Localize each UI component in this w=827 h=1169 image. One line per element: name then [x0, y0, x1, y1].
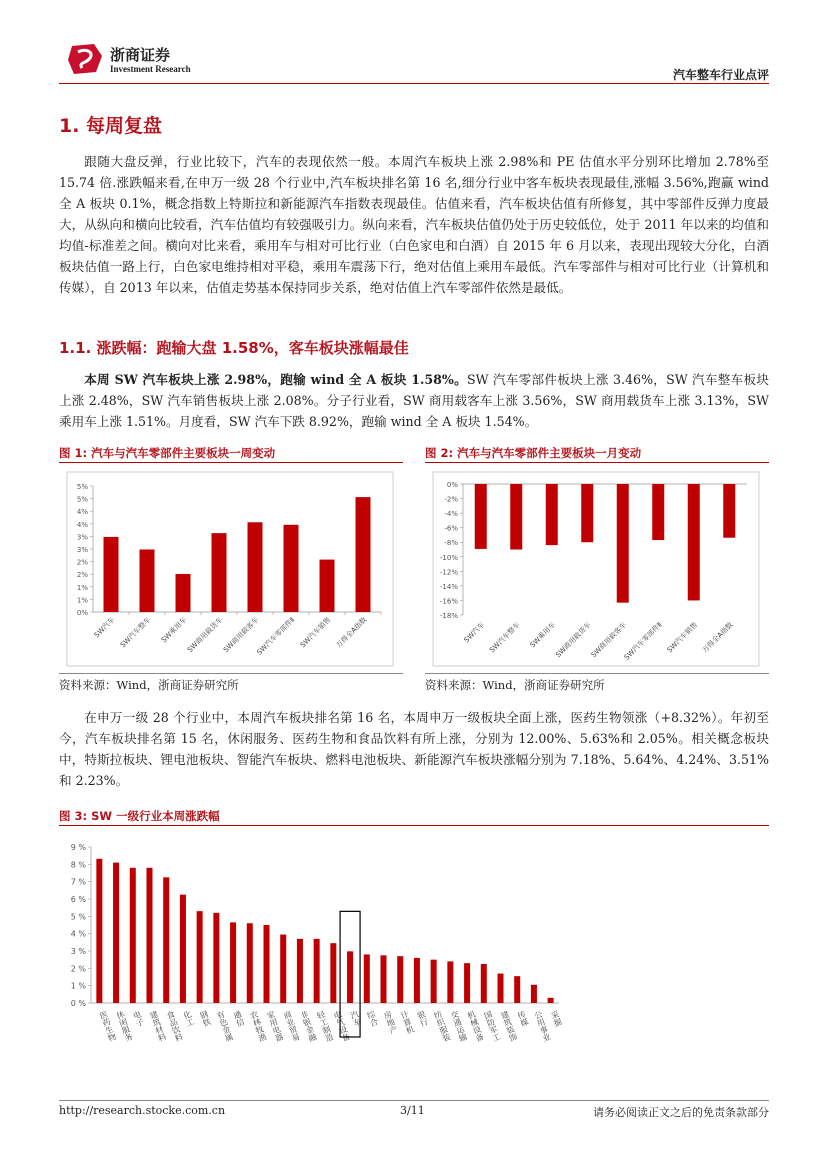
- x-tick-label: 万得全A指数: [700, 620, 735, 655]
- bar: [510, 484, 522, 550]
- figure-3-rule: [59, 825, 769, 826]
- x-tick-label: 非银金融: [298, 1009, 319, 1043]
- x-tick-label: 通信: [231, 1009, 246, 1028]
- bar: [264, 925, 270, 1003]
- bar: [431, 960, 437, 1003]
- x-tick-label: SW汽车零部件Ⅱ: [255, 615, 297, 657]
- x-tick-label: 电气设备: [332, 1009, 352, 1043]
- bar: [113, 863, 119, 1003]
- y-tick-label: -8%: [444, 539, 458, 548]
- bar: [498, 974, 504, 1003]
- bar: [280, 935, 286, 1003]
- bar: [397, 956, 403, 1003]
- bar: [176, 574, 191, 612]
- footer-disclaimer: 请务必阅读正文之后的免责条款部分: [593, 1106, 769, 1119]
- industry-paragraph: [59, 707, 769, 791]
- x-tick-label: SW乘用车: [528, 620, 558, 650]
- chart-monthly-change: [425, 470, 769, 670]
- bar: [314, 939, 320, 1003]
- x-tick-label: SW汽车销售: [298, 615, 333, 650]
- bar: [514, 976, 520, 1003]
- y-tick-label: 1 %: [70, 981, 86, 991]
- y-tick-label: 4%: [76, 508, 88, 517]
- x-tick-label: SW商用载客车: [589, 620, 629, 660]
- bar: [381, 955, 387, 1003]
- x-tick-label: SW汽车整车: [488, 620, 522, 655]
- report-type: 汽车整车行业点评: [672, 68, 769, 82]
- y-tick-label: -10%: [439, 553, 458, 562]
- x-tick-label: 家用电器: [265, 1009, 285, 1043]
- y-tick-label: 4%: [76, 520, 88, 529]
- bar: [546, 484, 558, 545]
- x-tick-label: 综合: [365, 1009, 380, 1028]
- x-tick-label: 公用事业: [532, 1009, 553, 1043]
- bar: [475, 484, 487, 549]
- section-title: 1. 每周复盘: [59, 115, 163, 137]
- x-tick-label: 轻工制造: [315, 1009, 335, 1043]
- bar: [284, 525, 299, 612]
- y-tick-label: 9 %: [70, 843, 86, 852]
- bar: [531, 985, 537, 1003]
- figure-1-source-rule: [59, 673, 403, 674]
- bar: [330, 943, 336, 1003]
- x-tick-label: SW乘用车: [159, 615, 189, 645]
- company-logo: [66, 42, 104, 76]
- x-tick-label: 纺织服装: [432, 1009, 452, 1043]
- bar: [247, 923, 253, 1003]
- bar: [447, 961, 453, 1003]
- figure-2-rule: [425, 462, 769, 463]
- x-tick-label: 汽车: [348, 1009, 363, 1028]
- y-tick-label: 7 %: [70, 877, 86, 887]
- chart-sw-industry-weekly: [59, 835, 579, 1065]
- x-tick-label: 计算机: [398, 1009, 416, 1036]
- y-tick-label: 1%: [76, 583, 88, 592]
- x-tick-label: 建筑装饰: [499, 1009, 519, 1043]
- y-tick-label: 5 %: [70, 912, 86, 922]
- y-tick-label: 3 %: [70, 947, 86, 956]
- x-tick-label: 万得全A指数: [334, 615, 369, 650]
- y-tick-label: 0%: [76, 609, 88, 617]
- figure-1-source: 资料来源：Wind，浙商证券研究所: [59, 678, 239, 692]
- y-tick-label: -16%: [439, 597, 458, 606]
- y-tick-label: 5%: [76, 483, 88, 491]
- footer-rule: [59, 1100, 769, 1101]
- chart-weekly-change: [59, 470, 403, 670]
- bar: [248, 522, 263, 612]
- x-tick-label: 机械设备: [465, 1009, 486, 1043]
- bar: [197, 911, 203, 1003]
- bar: [180, 895, 186, 1003]
- y-tick-label: 3%: [76, 546, 88, 554]
- x-tick-label: 传媒: [515, 1009, 530, 1028]
- figure-1-title: 图 1: 汽车与汽车零部件主要板块一周变动: [59, 446, 276, 460]
- bar: [548, 998, 554, 1003]
- paragraph-text: 在申万一级 28 个行业中，本周汽车板块排名第 16 名，本周申万一级板块全面上涨，医药生物领涨（+8.32%）。年初至今，汽车板块排名第 15 名，休闲服务、医药生物和食品饮料有所上涨，分别为 12.00%、5.63%和 2.05%。相关概念板块中，特斯拉板块、锂电池板块、智能汽车板块、燃料电池板块、新能源汽车板块涨幅分别为 7.18%、5.64%、4.24%、3.51%和 2.23%。: [59, 710, 769, 788]
- x-tick-label: 食品饮料: [164, 1009, 185, 1043]
- x-tick-label: 电子: [131, 1009, 146, 1028]
- y-tick-label: 8 %: [70, 860, 86, 870]
- x-tick-label: 医药生物: [98, 1009, 118, 1043]
- x-tick-label: 交通运输: [449, 1009, 469, 1043]
- x-tick-label: SW商用载货车: [185, 615, 225, 655]
- x-tick-label: SW商用载客车: [221, 615, 261, 655]
- y-tick-label: 4 %: [70, 929, 86, 939]
- subsection-lead: [59, 369, 769, 432]
- bar: [147, 868, 153, 1003]
- x-tick-label: 银行: [415, 1009, 430, 1028]
- y-tick-label: 2%: [76, 571, 88, 580]
- paragraph-text: 跟随大盘反弹，行业比较下，汽车的表现依然一般。本周汽车板块上涨 2.98%和 PE 估值水平分别环比增加 2.78%至 15.74 倍.涨跌幅来看,在申万一级 28 个行业中,汽车板块排名第 16 名,细分行业中客车板块表现最佳,涨幅 3.56%,跑赢 wind 全 A 板块 0.1%，概念指数上特斯拉和新能源汽车指数表现最佳。估值来看，汽车板块估值有所修复，其中零部件反弹力度最大，从纵向和横向比较看，汽车估值均有较强吸引力。纵向来看，汽车板块估值仍处于历史较低位，处于 2011 年以来的均值和均值-标准差之间。横向对比来看，乘用车与相对可比行业（白色家电和白酒）自 2015 年 6 月以来，表现出现较大分化，白酒板块估值一路上行，白色家电维持相对平稳，乘用车震荡下行，绝对估值上乘用车最低。汽车零部件与相对可比行业（计算机和传媒），自 2013 年以来，估值走势基本保持同步关系，绝对估值上汽车零部件依然是最低。: [59, 154, 769, 295]
- bar: [414, 958, 420, 1003]
- bar: [130, 868, 136, 1003]
- y-tick-label: -2%: [444, 495, 458, 504]
- bar: [297, 939, 303, 1003]
- bar: [364, 954, 370, 1003]
- header-rule: [59, 83, 769, 84]
- x-tick-label: 房地产: [382, 1009, 399, 1036]
- bar: [356, 497, 371, 612]
- y-tick-label: 1%: [76, 596, 88, 605]
- x-tick-label: SW汽车: [462, 620, 487, 645]
- bar: [96, 859, 102, 1003]
- y-tick-label: -14%: [439, 582, 458, 591]
- subsection-title: 1.1. 涨跌幅：跑输大盘 1.58%，客车板块涨幅最佳: [59, 339, 409, 357]
- bar: [581, 484, 593, 542]
- figure-2-source-rule: [425, 673, 769, 674]
- y-tick-label: 3%: [76, 533, 88, 542]
- bar: [481, 964, 487, 1003]
- footer-url[interactable]: http://research.stocke.com.cn: [59, 1104, 226, 1117]
- bar: [723, 484, 735, 538]
- x-tick-label: SW汽车: [92, 615, 117, 640]
- bar: [213, 913, 219, 1003]
- x-tick-label: 建筑材料: [148, 1009, 168, 1043]
- bar: [140, 550, 155, 612]
- company-name-en: Investment Research: [110, 64, 191, 74]
- x-tick-label: 钢铁: [198, 1009, 213, 1028]
- lead-text: SW 汽车零部件板块上涨 3.46%，SW 汽车整车板块上涨 2.48%，SW 汽车销售板块上涨 2.08%。分子行业看，SW 商用载客车上涨 3.56%，SW 商用载货车上涨 3.13%，SW 乘用车上涨 1.51%。月度看，SW 汽车下跌 8.92%，跑输 wind 全 A 板块 1.54%。: [59, 372, 769, 429]
- y-tick-label: 2%: [76, 558, 88, 567]
- bar: [347, 951, 353, 1003]
- y-tick-label: -4%: [444, 510, 458, 519]
- y-tick-label: 0 %: [70, 999, 86, 1008]
- bar: [617, 484, 629, 603]
- bar: [652, 484, 664, 540]
- y-tick-label: 2 %: [70, 964, 86, 974]
- bar: [163, 877, 169, 1003]
- bar: [320, 560, 335, 612]
- x-tick-label: SW汽车整车: [118, 615, 153, 650]
- y-tick-label: 0%: [446, 481, 458, 489]
- bar: [464, 963, 470, 1003]
- lead-bold: 本周 SW 汽车板块上涨 2.98%，跑输 wind 全 A 板块 1.58%。: [84, 372, 468, 387]
- x-tick-label: 休闲服务: [114, 1009, 135, 1043]
- x-tick-label: 化工: [181, 1009, 196, 1028]
- x-tick-label: SW汽车销售: [665, 620, 700, 655]
- y-tick-label: -6%: [444, 524, 458, 533]
- figure-1-rule: [59, 462, 403, 463]
- figure-2-title: 图 2: 汽车与汽车零部件主要板块一月变动: [425, 446, 642, 460]
- company-name-cn: 浙商证券: [110, 46, 171, 64]
- bar: [688, 484, 700, 600]
- y-tick-label: 6 %: [70, 895, 86, 904]
- x-tick-label: 有色金属: [215, 1009, 235, 1043]
- y-tick-label: -18%: [439, 612, 458, 620]
- figure-2-source: 资料来源：Wind，浙商证券研究所: [425, 678, 605, 692]
- x-tick-label: SW商用载货车: [554, 620, 593, 660]
- y-tick-label: -12%: [439, 568, 458, 577]
- bar: [230, 922, 236, 1003]
- x-tick-label: 国防军工: [482, 1009, 502, 1043]
- bar: [104, 537, 119, 612]
- x-tick-label: 商业贸易: [281, 1009, 302, 1043]
- x-tick-label: 农林牧渔: [248, 1009, 268, 1043]
- x-tick-label: SW汽车零部件Ⅱ: [622, 620, 664, 662]
- y-tick-label: 5%: [76, 495, 88, 504]
- x-tick-label: 采掘: [549, 1009, 564, 1028]
- figure-3-title: 图 3: SW 一级行业本周涨跌幅: [59, 809, 220, 823]
- section-paragraph: [59, 151, 769, 298]
- bar: [212, 533, 227, 612]
- page-number: 3/11: [400, 1104, 425, 1117]
